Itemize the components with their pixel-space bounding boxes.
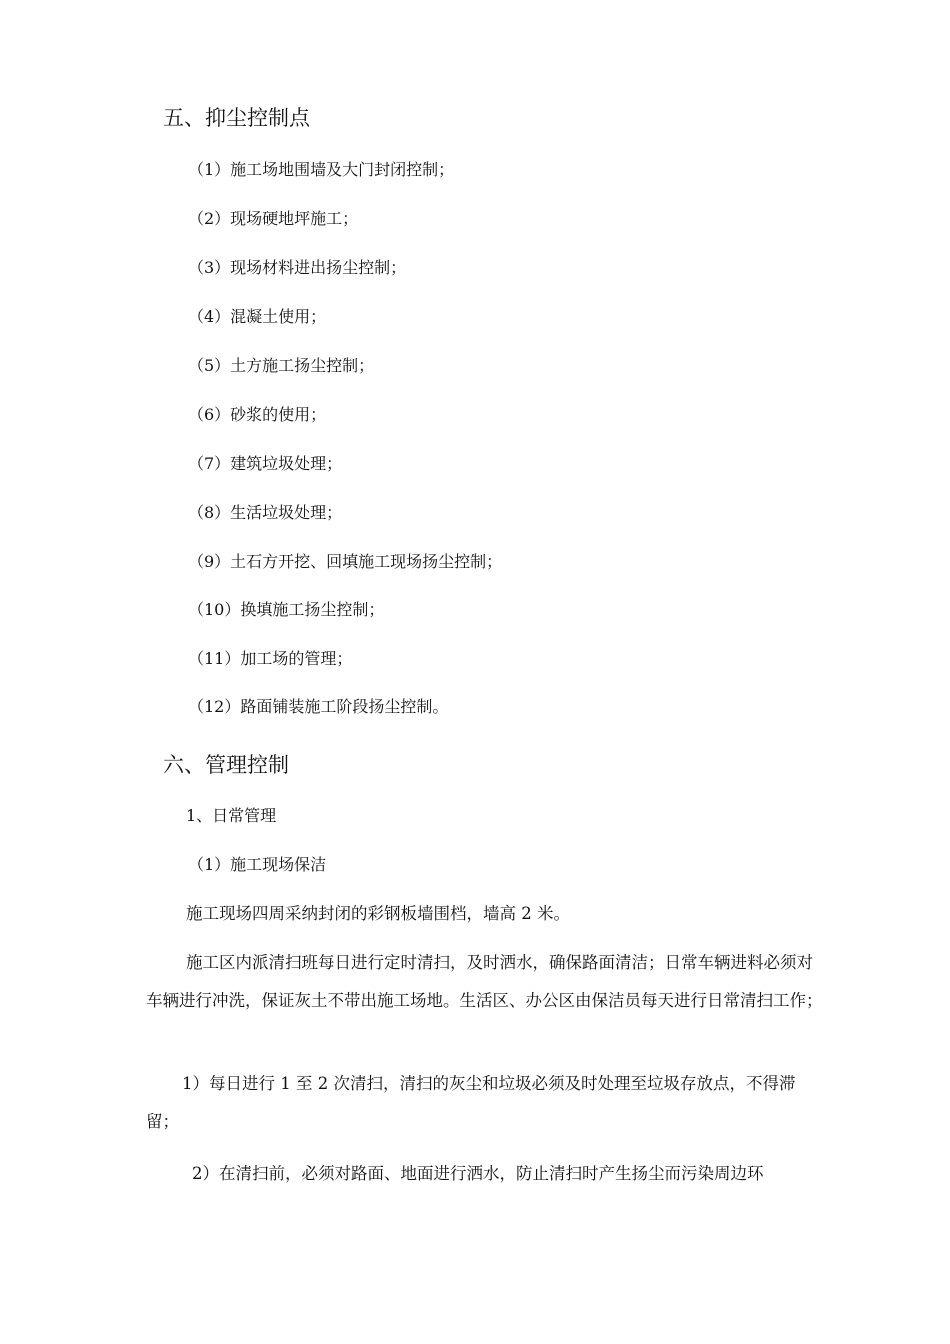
list-item: （2）现场硬地坪施工； <box>188 209 359 228</box>
paragraph: 施工区内派清扫班每日进行定时清扫，及时洒水，确保路面清洁；日常车辆进料必须对车辆进行冲洗，保证灰土不带出施工场地。生活区、办公区由保洁员每天进行日常清扫工作； <box>146 953 823 1010</box>
paragraph: 1）每日进行 1 至 2 次清扫，清扫的灰尘和垃圾必须及时处理至垃圾存放点，不得滞留； <box>146 1074 796 1131</box>
list-item: （4）混凝土使用； <box>188 307 327 326</box>
section-heading-6: 六、管理控制 <box>163 753 289 777</box>
section-heading-5: 五、抑尘控制点 <box>163 106 310 130</box>
list-item: （11）加工场的管理； <box>188 649 353 668</box>
list-item: （5）土方施工扬尘控制； <box>188 356 375 375</box>
paragraph: 2）在清扫前，必须对路面、地面进行洒水，防止清扫时产生扬尘而污染周边环 <box>192 1164 764 1183</box>
list-item: （7）建筑垃圾处理； <box>188 454 343 473</box>
list-item: （12）路面铺装施工阶段扬尘控制。 <box>188 697 449 716</box>
list-item: （3）现场材料进出扬尘控制； <box>188 258 407 277</box>
list-item: （6）砂浆的使用； <box>188 405 327 424</box>
list-item: （1）施工场地围墙及大门封闭控制； <box>188 160 455 179</box>
subheading-site-cleaning: （1）施工现场保洁 <box>188 855 327 874</box>
list-item: （9）土石方开挖、回填施工现场扬尘控制； <box>188 552 503 571</box>
subheading-daily-management: 1、日常管理 <box>186 806 277 825</box>
paragraph: 施工现场四周采纳封闭的彩钢板墙围档，墙高 2 米。 <box>186 904 570 923</box>
list-item: （10）换填施工扬尘控制； <box>188 600 385 619</box>
list-item: （8）生活垃圾处理； <box>188 503 343 522</box>
